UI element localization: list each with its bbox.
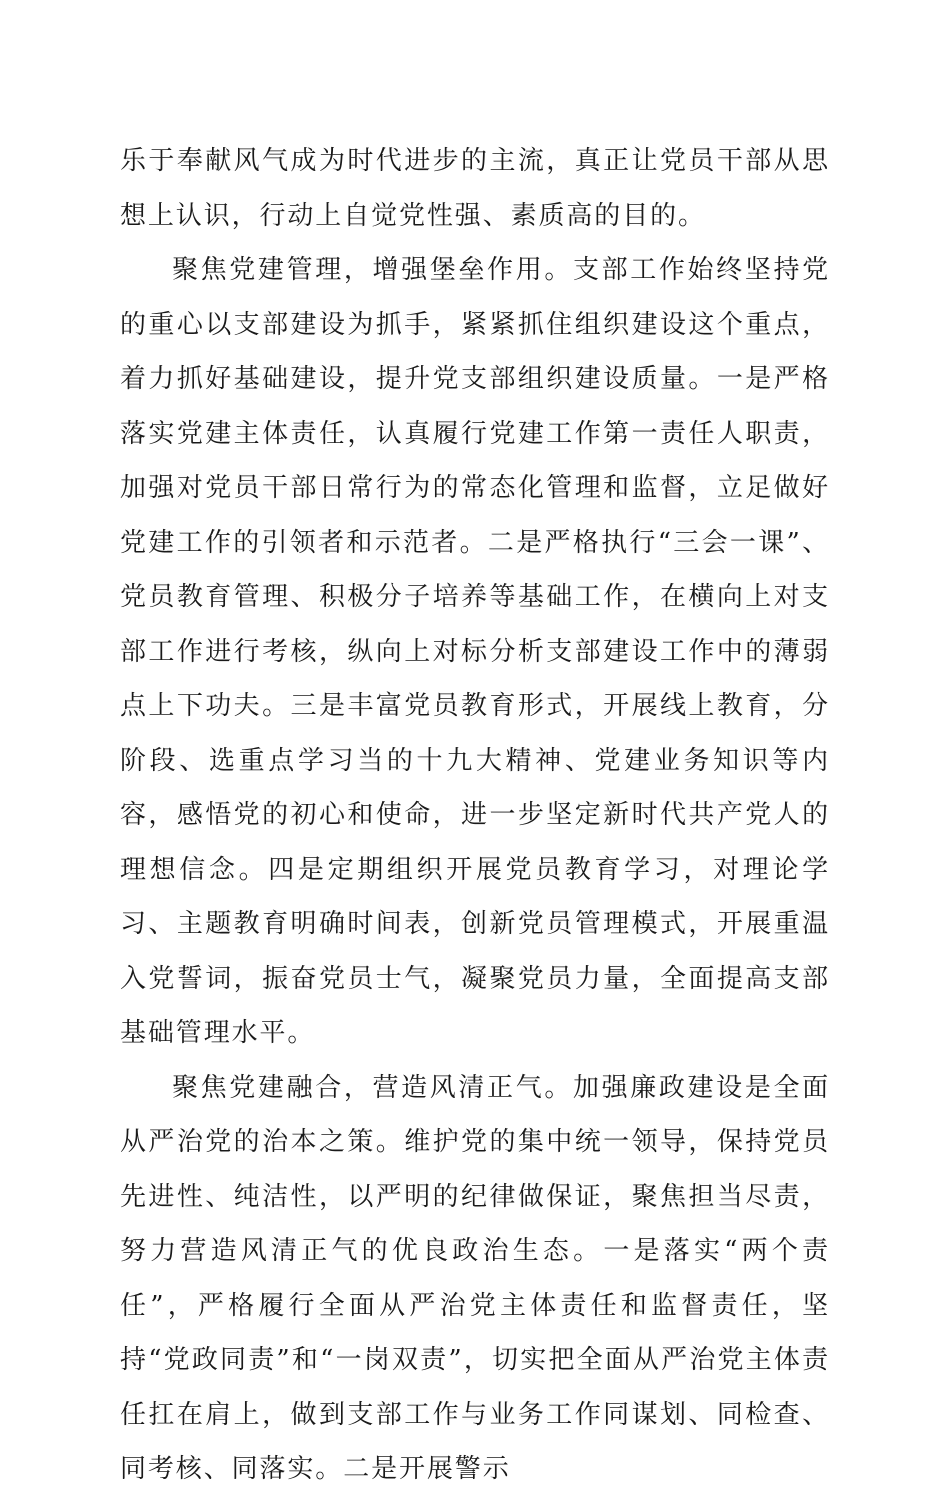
paragraph-party-building-integration: 聚焦党建融合，营造风清正气。加强廉政建设是全面从严治党的治本之策。维护党的集中统一领导，保持党员先进性、纯洁性，以严明的纪律做保证，聚焦担当尽责，努力营造风清正气的优良政治生态。一是落实“两个责任”，严格履行全面从严治党主体责任和监督责任，坚持“党政同责”和“一岗双责”，切实把全面从严治党主体责任扛在肩上，做到支部工作与业务工作同谋划、同检查、同考核、同落实。二是开展警示 bbox=[120, 1072, 830, 1484]
paragraph-party-building-management: 聚焦党建管理，增强堡垒作用。支部工作始终坚持党的重心以支部建设为抓手，紧紧抓住组织建设这个重点，着力抓好基础建设，提升党支部组织建设质量。一是严格落实党建主体责任，认真履行党建工作第一责任人职责，加强对党员干部日常行为的常态化管理和监督，立足做好党建工作的引领者和示范者。二是严格执行“三会一课”、党员教育管理、积极分子培养等基础工作，在横向上对支部工作进行考核，纵向上对标分析支部建设工作中的薄弱点上下功夫。三是丰富党员教育形式，开展线上教育，分阶段、选重点学习当的十九大精神、党建业务知识等内容，感悟党的初心和使命，进一步坚定新时代共产党人的理想信念。四是定期组织开展党员教育学习，对理论学习、主题教育明确时间表，创新党员管理模式，开展重温入党誓词，振奋党员士气，凝聚党员力量，全面提高支部基础管理水平。 bbox=[120, 255, 830, 1048]
paragraph-continuation: 乐于奉献风气成为时代进步的主流，真正让党员干部从思想上认识，行动上自觉党性强、素质高的目的。 bbox=[120, 146, 830, 231]
document-body bbox=[120, 134, 830, 1497]
